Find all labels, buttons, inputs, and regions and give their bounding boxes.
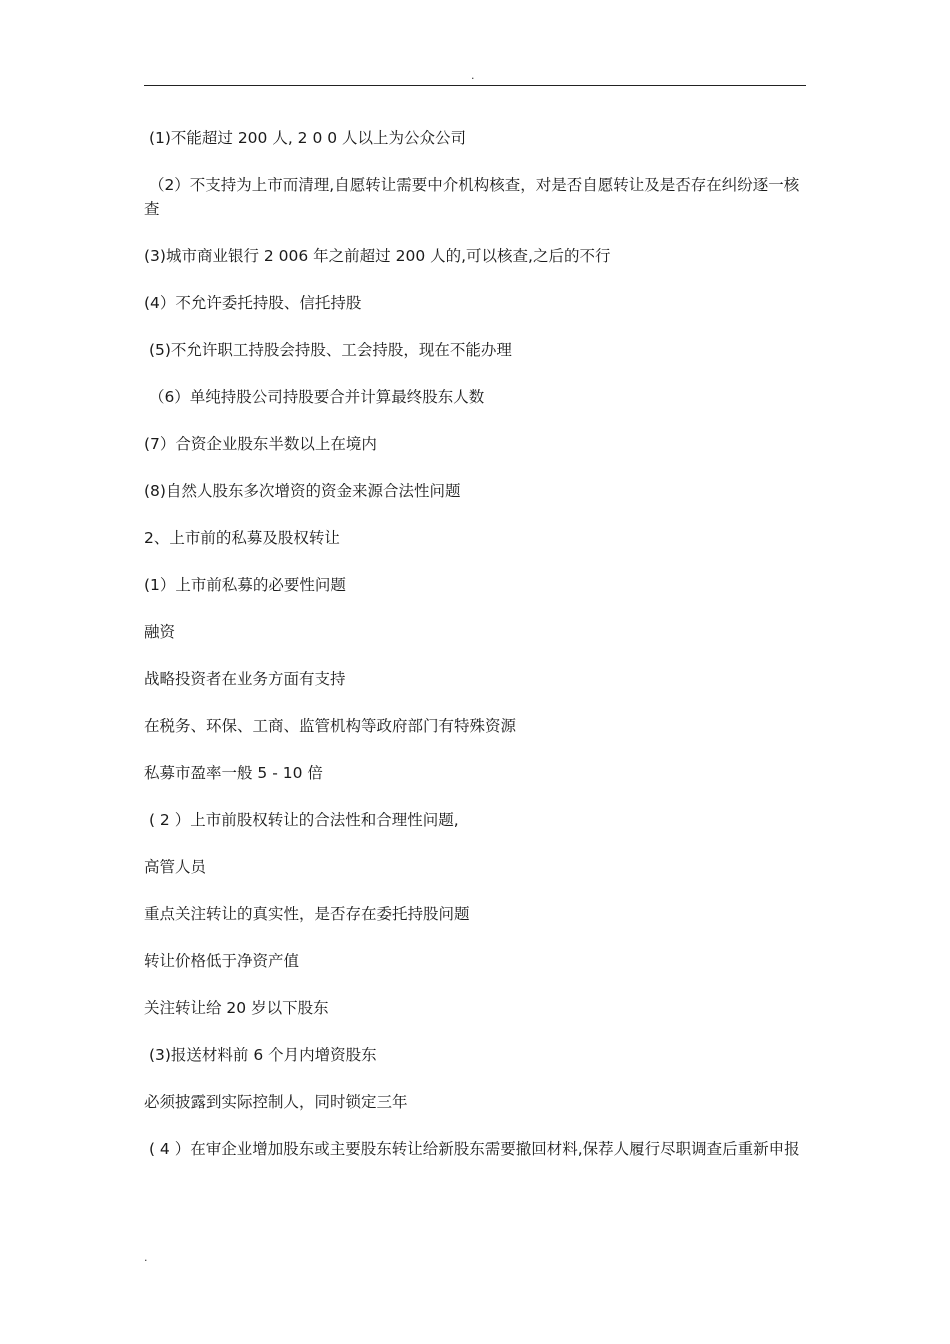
paragraph-22: ( 4 ）在审企业增加股东或主要股东转让给新股东需要撤回材料,保荐人履行尽职调查后重新申报 bbox=[144, 1140, 800, 1158]
paragraph-13: 在税务、环保、工商、监管机构等政府部门有特殊资源 bbox=[144, 717, 517, 735]
paragraph-8: (8)自然人股东多次增资的资金来源合法性问题 bbox=[144, 482, 461, 500]
paragraph-5: (5)不允许职工持股会持股、工会持股，现在不能办理 bbox=[144, 341, 512, 359]
paragraph-18: 转让价格低于净资产值 bbox=[144, 952, 300, 970]
paragraph-2: （2）不支持为上市而清理,自愿转让需要中介机构核查，对是否自愿转让及是否存在纠纷逐一核查 bbox=[144, 176, 800, 218]
paragraph-17: 重点关注转让的真实性，是否存在委托持股问题 bbox=[144, 905, 470, 923]
paragraph-10: (1）上市前私募的必要性问题 bbox=[144, 576, 346, 594]
paragraph-7: (7）合资企业股东半数以上在境内 bbox=[144, 435, 377, 453]
paragraph-4: (4）不允许委托持股、信托持股 bbox=[144, 294, 362, 312]
header-mark: . bbox=[471, 69, 475, 82]
paragraph-20: (3)报送材料前 6 个月内增资股东 bbox=[144, 1046, 377, 1064]
paragraph-14: 私募市盈率一般 5 - 10 倍 bbox=[144, 764, 323, 782]
paragraph-16: 高管人员 bbox=[144, 858, 207, 876]
paragraph-19: 关注转让给 20 岁以下股东 bbox=[144, 999, 329, 1017]
paragraph-21: 必须披露到实际控制人，同时锁定三年 bbox=[144, 1093, 408, 1111]
document-body bbox=[144, 126, 806, 1184]
header-rule bbox=[144, 85, 806, 86]
paragraph-3: (3)城市商业银行 2 006 年之前超过 200 人的,可以核查,之后的不行 bbox=[144, 247, 611, 265]
paragraph-1: (1)不能超过 200 人, 2 0 0 人以上为公众公司 bbox=[144, 129, 467, 147]
paragraph-12: 战略投资者在业务方面有支持 bbox=[144, 670, 346, 688]
section-heading: 2、上市前的私募及股权转让 bbox=[144, 529, 340, 547]
paragraph-6: （6）单纯持股公司持股要合并计算最终股东人数 bbox=[144, 388, 485, 406]
footer-mark: . bbox=[144, 1251, 148, 1264]
paragraph-15: ( 2 ）上市前股权转让的合法性和合理性问题, bbox=[144, 811, 459, 829]
paragraph-11: 融资 bbox=[144, 623, 176, 641]
